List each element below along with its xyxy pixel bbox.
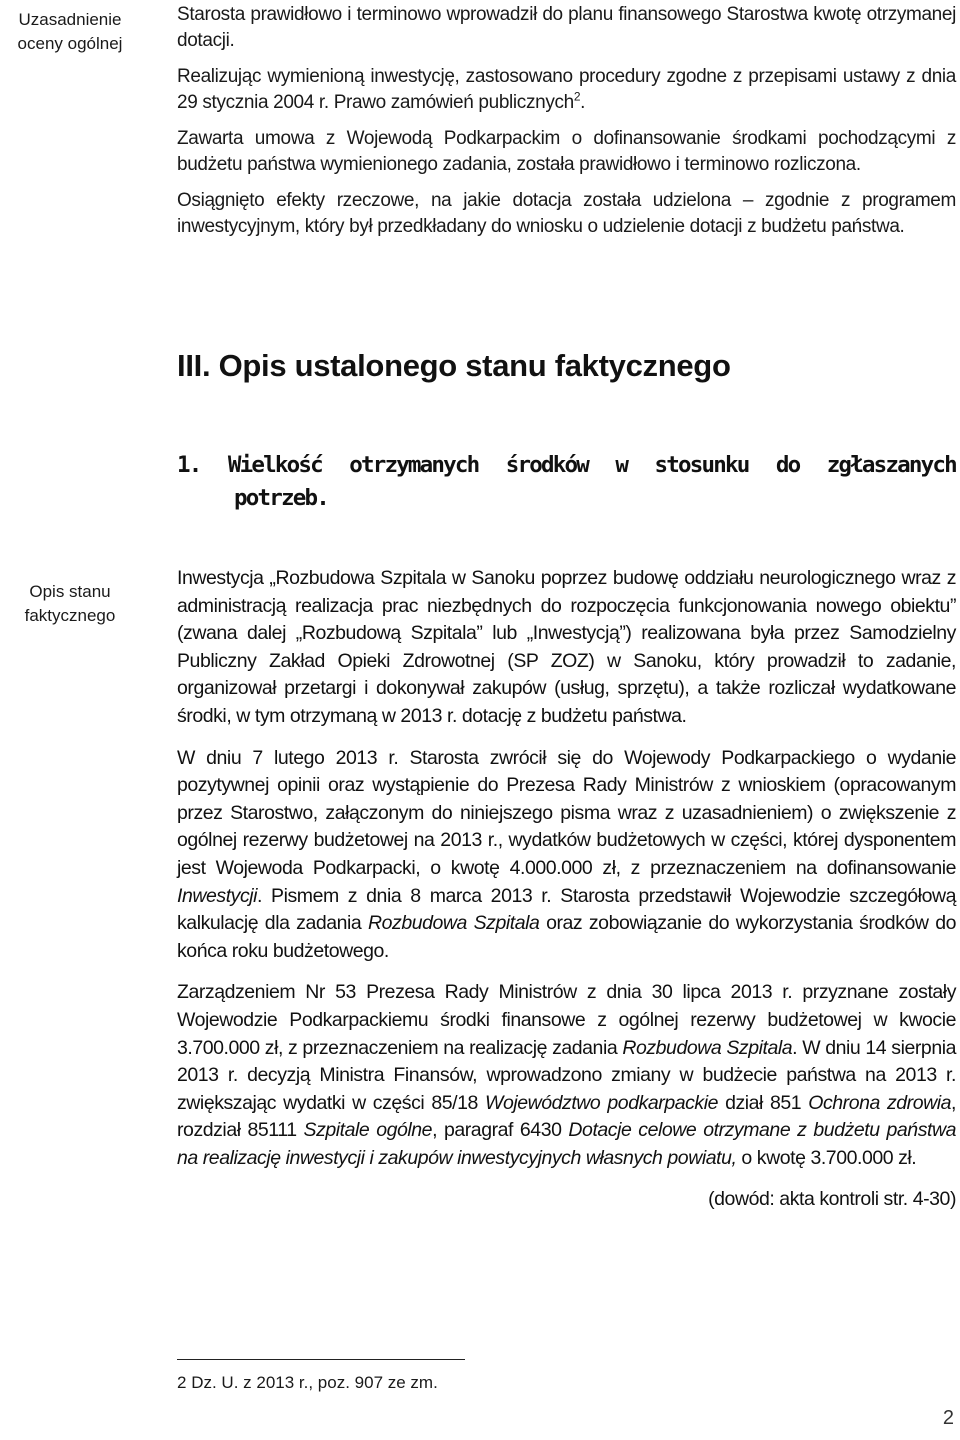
subheading-word: otrzymanych (349, 452, 479, 478)
facts-description (177, 565, 956, 1228)
text-run: Zarządzeniem Nr 53 Prezesa Rady Ministrów z dnia 30 lipca 2013 r. przyznane zostały Wojewodzie Podkarpackiemu środki finansowe z ogólnej rezerwy budżetowej w kwocie 3.700.000 zł, z przeznaczeniem na realizację zadania (177, 981, 956, 1059)
text-run: W dniu 7 lutego 2013 r. Starosta zwrócił się do Wojewody Podkarpackiego o wydanie pozytywnej opinii oraz wystąpienie do Prezesa Rady Ministrów z wnioskiem (opracowanym przez Starostwo, załączonym do niniejszego pisma wraz z uzasadnieniem) o zwiększenie z ogólnej rezerwy budżetowej na 2013 r., wydatków budżetowych w części, której dysponentem jest Wojewoda Podkarpacki, o kwotę 4.000.000 zł, z przeznaczeniem na dofinansowanie (177, 746, 956, 879)
italic-run: Inwestycji (177, 884, 258, 907)
footnote-text: Dz. U. z 2013 r., poz. 907 ze zm. (191, 1373, 438, 1392)
paragraph (177, 979, 956, 1172)
subheading-word: w (615, 452, 628, 478)
margin-label-general-assessment: Uzasadnienie oceny ogólnej (17, 10, 123, 53)
subheading-word: zgłaszanych (826, 452, 956, 478)
footnote (177, 1373, 438, 1393)
paragraph: Osiągnięto efekty rzeczowe, na jakie dotacja została udzielona – zgodnie z programem inwestycyjnym, który był przedkładany do wniosku o udzielenie dotacji z budżetu państwa. (177, 190, 956, 237)
paragraph (177, 745, 956, 966)
footnote-number: 2 (177, 1373, 187, 1392)
italic-run: Rozbudowa Szpitala (622, 1036, 793, 1059)
subheading-number: 1. (177, 452, 201, 478)
text-run: . Pismem z dnia 8 marca 2013 r. Starosta przedstawił Wojewodzie szczegółową kalkulację dla zadania (177, 884, 956, 935)
paragraph: Inwestycja „Rozbudowa Szpitala w Sanoku poprzez budowę oddziału neurologicznego wraz z administracją realizacja prac niezbędnych do rozpoczęcia funkcjonowania nowego obiektu” (zwana dalej „Rozbudową Szpitala” lub „Inwestycją”) realizowana była przez Samodzielny Publiczny Zakład Opieki Zdrowotnej (SP ZOZ) w Sanoku, który prowadził to zadanie, organizował przetargi i dokonywał zakupów (usług, sprzętu), a także rozliczał wydatkowane środki, w tym otrzymaną w 2013 r. dotację z budżetu państwa. (177, 567, 956, 727)
text-run: dział 851 (718, 1091, 809, 1114)
page-number: 2 (942, 1407, 954, 1429)
footnote-reference[interactable]: 2 (573, 89, 581, 104)
italic-run: Dotacje celowe otrzymane z budżetu państwa na realizację inwestycji i zakupów inwestycyjnych własnych powiatu, (177, 1119, 956, 1169)
subheading-continuation: potrzeb. (234, 485, 328, 511)
italic-run: Ochrona zdrowia (808, 1091, 952, 1114)
evidence-reference: (dowód: akta kontroli str. 4-30) (708, 1188, 956, 1211)
subheading-word: stosunku (654, 452, 749, 478)
italic-run: Szpitale ogólne (303, 1119, 433, 1142)
paragraph: Realizując wymienioną inwestycję, zastosowano procedury zgodne z przepisami ustawy z dnia 29 stycznia 2004 r. Prawo zamówień publicznych$^2$. (177, 66, 956, 113)
italic-run: Rozbudowa Szpitala (368, 912, 540, 935)
subheading-word: do (775, 452, 800, 478)
text-run: oraz zobowiązanie do wykorzystania środków do końca roku budżetowego. (177, 912, 956, 962)
margin-label-facts: Opis stanu faktycznego (24, 582, 116, 625)
paragraph: Starosta prawidłowo i terminowo wprowadził do planu finansowego Starostwa kwotę otrzymanej dotacji. (177, 4, 956, 51)
subheading-word: Wielkość (227, 452, 322, 478)
footnote-separator (177, 1359, 465, 1360)
text-run: , paragraf 6430 (432, 1119, 569, 1142)
text-run: . W dniu 14 sierpnia 2013 r. decyzją Ministra Finansów, wprowadzono zmiany w budżecie państwa na 2013 r. zwiększając wydatki w części 85/18 (177, 1036, 956, 1114)
text-run: o kwotę 3.700.000 zł. (736, 1146, 917, 1169)
italic-run: Województwo podkarpackie (484, 1091, 718, 1114)
subheading-word: środków (505, 452, 589, 478)
paragraph-text: Realizując wymienioną inwestycję, zastosowano procedury zgodne z przepisami ustawy z dnia 29 stycznia 2004 r. Prawo zamówień publicznych (177, 66, 956, 113)
paragraph: Zawarta umowa z Wojewodą Podkarpackim o dofinansowanie środkami pochodzącymi z budżetu państwa wymienionego zadania, została prawidłowo i terminowo rozliczona. (177, 128, 956, 175)
text-run: , rozdział 85111 (177, 1091, 956, 1142)
subsection-heading (177, 449, 956, 515)
section-heading: III. Opis ustalonego stanu faktycznego (177, 348, 731, 383)
general-assessment-text (177, 2, 956, 250)
subheading-first-line (177, 449, 956, 482)
